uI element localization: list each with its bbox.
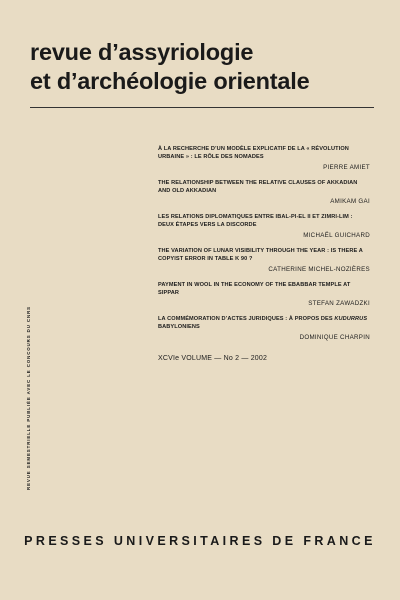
article-title: THE RELATIONSHIP BETWEEN THE RELATIVE CLAUSES OF AKKADIAN AND OLD AKKADIAN — [158, 180, 358, 194]
article-title-italic: KUDURRUS — [334, 316, 368, 322]
article-title-prefix: LA COMMÉMORATION D’ACTES JURIDIQUES : À PROPOS DES — [158, 316, 335, 322]
article-title-suffix: BABYLONIENS — [158, 324, 200, 330]
article-author: MICHAËL GUICHARD — [303, 232, 370, 239]
journal-title-line-1: revue d’assyriologie — [30, 39, 254, 65]
journal-title-line-2: et d’archéologie orientale — [30, 68, 310, 94]
article-entry — [158, 213, 370, 240]
article-title: À LA RECHERCHE D’UN MODÈLE EXPLICATIF DE LA « RÉVOLUTION URBAINE » : LE RÔLE DES NOMADES — [158, 146, 349, 160]
article-title: LES RELATIONS DIPLOMATIQUES ENTRE IBAL-PI-EL II ET ZIMRI-LIM : DEUX ÉTAPES VERS LA DISCORDE — [158, 214, 353, 228]
article-author: DOMINIQUE CHARPIN — [299, 334, 370, 341]
article-entry — [158, 145, 370, 172]
article-entry — [158, 179, 370, 206]
article-author: PIERRE AMIET — [323, 164, 370, 171]
article-entry — [158, 247, 370, 274]
article-title: THE VARIATION OF LUNAR VISIBILITY THROUGH THE YEAR : IS THERE A COPYIST ERROR IN TABLE K 90 ? — [158, 248, 363, 262]
article-author: CATHERINE MICHEL-NOZIÈRES — [268, 266, 370, 273]
publisher-name: PRESSES UNIVERSITAIRES DE FRANCE — [24, 534, 376, 548]
article-title: PAYMENT IN WOOL IN THE ECONOMY OF THE EBABBAR TEMPLE AT SIPPAR — [158, 282, 351, 296]
title-divider — [30, 107, 374, 108]
article-author: AMIKAM GAI — [330, 198, 370, 205]
article-author: STEFAN ZAWADZKI — [308, 300, 370, 307]
issue-info: XCVIe VOLUME — No 2 — 2002 — [158, 355, 268, 362]
article-entry — [158, 315, 370, 342]
side-note: REVUE SEMESTRIELLE PUBLIÉE AVEC LE CONCOURS DU CNRS — [26, 306, 31, 490]
journal-title — [30, 38, 390, 96]
article-title — [158, 315, 370, 331]
table-of-contents — [158, 145, 370, 342]
article-entry — [158, 281, 370, 308]
